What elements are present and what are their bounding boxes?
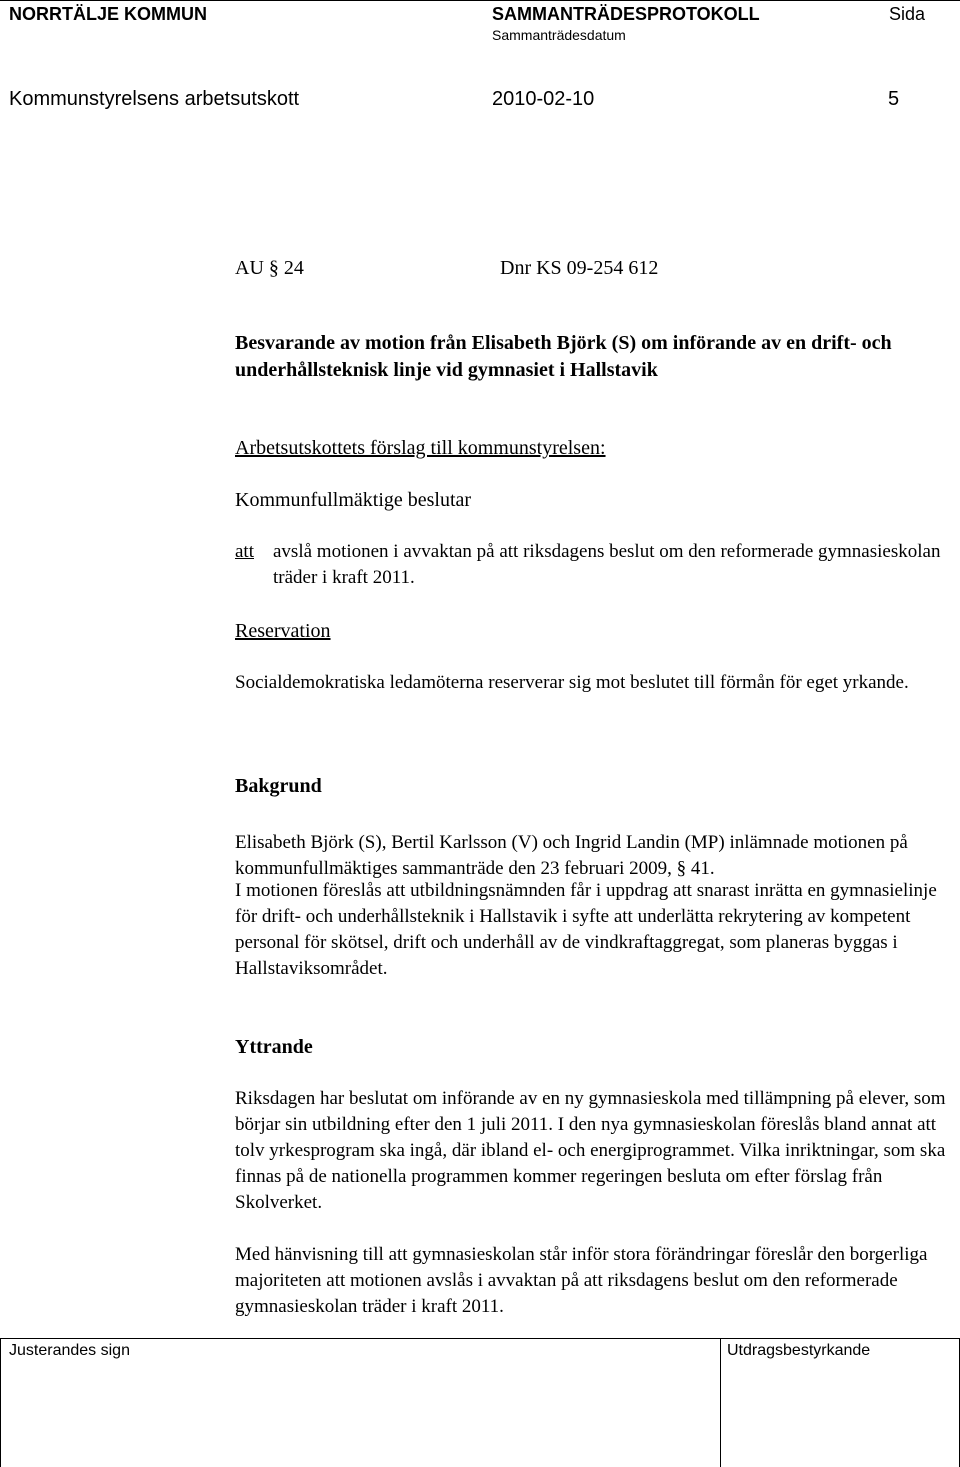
background-heading: Bakgrund [235, 775, 322, 797]
statement-paragraph-2: Med hänvisning till att gymnasieskolan står inför stora förändringar föreslår den borgerliga majoriteten att motionen avslås i avvaktan på att riksdagens beslut om den reformerade gymnasieskolan träder i kraft 2011. [235, 1244, 928, 1317]
att-clause-text: avslå motionen i avvaktan på att riksdagens beslut om den reformerade gymnasieskolan träder i kraft 2011. [273, 541, 941, 588]
extract-certification-label: Utdragsbestyrkande [727, 1342, 871, 1359]
statement-paragraph-1: Riksdagen har beslutat om införande av en ny gymnasieskola med tillämpning på elever, som börjar sin utbildning efter den 1 juli 2011. I den nya gymnasieskolan föreslås bland annat att tolv yrkesprogram ska ingå, där ibland el- och energiprogrammet. Vilka inriktningar, som ska finnas på de nationella programmen kommer regeringen besluta om efter förslag från Skolverket. [235, 1088, 946, 1213]
background-paragraph-1: Elisabeth Björk (S), Bertil Karlsson (V) och Ingrid Landin (MP) inlämnade motionen på kommunfullmäktiges sammanträde den 23 februari 2009, § 41. [235, 832, 908, 879]
statement-heading: Yttrande [235, 1036, 313, 1058]
decision-intro: Kommunfullmäktige beslutar [235, 489, 472, 511]
au-paragraph: AU § 24 [235, 257, 304, 279]
item-title: Besvarande av motion från Elisabeth Björk (S) om införande av en drift- och underhållsteknisk linje vid gymnasiet i Hallstavik [235, 332, 892, 381]
footer-rule [0, 1338, 960, 1339]
protocol-title: SAMMANTRÄDESPROTOKOLL [492, 4, 760, 24]
reservation-label: Reservation [235, 620, 331, 642]
adjuster-signature-label: Justerandes sign [9, 1342, 130, 1359]
meeting-date: 2010-02-10 [492, 88, 595, 110]
background-paragraph-2: I motionen föreslås att utbildningsnämnden får i uppdrag att snarast inrätta en gymnasielinje för drift- och underhållsteknik i Hallstavik i syfte att underlätta rekrytering av kompetent personal för skötsel, drift och underhåll av de vindkraftaggregat, som planeras byggas i Hallstaviksområdet. [235, 880, 937, 979]
page-label: Sida [889, 4, 926, 24]
reservation-text: Socialdemokratiska ledamöterna reserverar sig mot beslutet till förmån för eget yrkande. [235, 672, 909, 693]
page-number: 5 [888, 88, 900, 110]
att-keyword: att [235, 541, 254, 562]
diary-number: Dnr KS 09-254 612 [500, 257, 659, 279]
committee-name: Kommunstyrelsens arbetsutskott [9, 88, 300, 110]
header-top-rule [0, 0, 960, 1]
proposal-label: Arbetsutskottets förslag till kommunstyrelsen: [235, 437, 606, 459]
paragraph-reference [235, 255, 955, 281]
municipality-name: NORRTÄLJE KOMMUN [9, 4, 207, 24]
meeting-date-label: Sammanträdesdatum [492, 27, 626, 43]
footer-divider-middle [720, 1338, 721, 1467]
footer-divider-left [0, 1338, 1, 1467]
